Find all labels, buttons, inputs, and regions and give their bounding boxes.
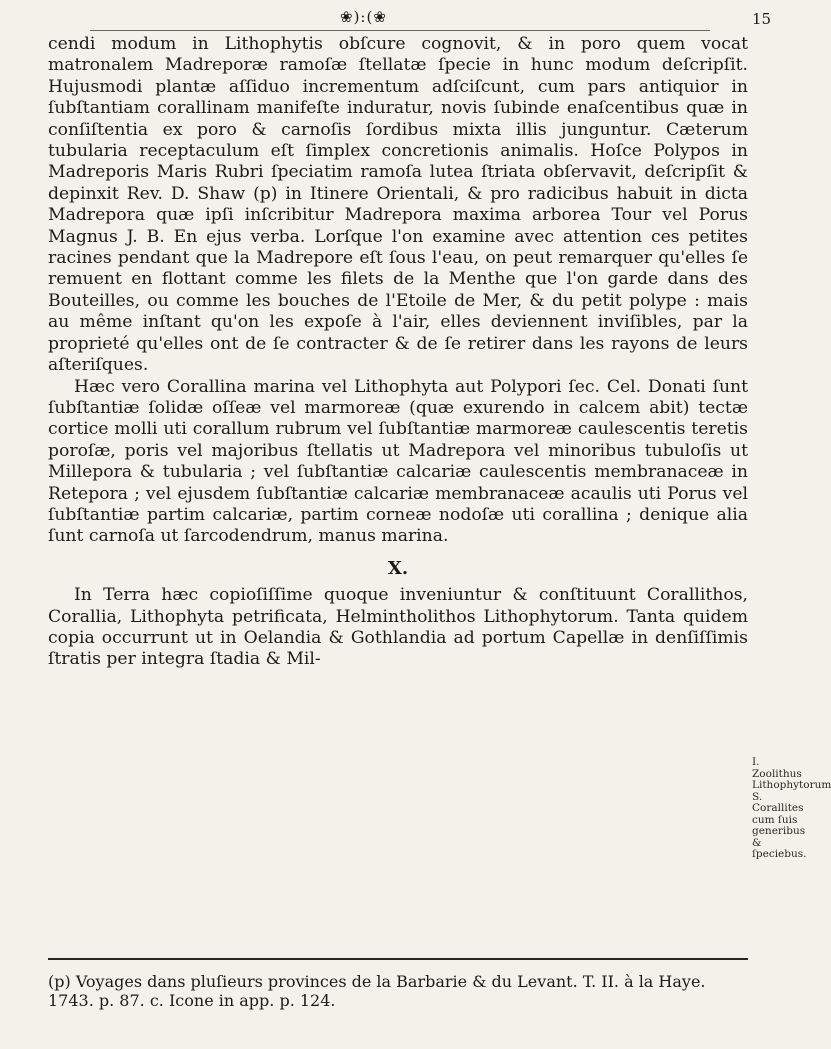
paragraph: In Terra hæc copioſiſſime quoque inveniuntur & conſtituunt Corallithos, Corallia, Lithophyta petrificata, Helmintholithos Lithophytorum. Tanta quidem copia occurrunt ut in Oelandia & Gothlandia ad portum Capellæ in denſiſſimis ſtratis per integra ſtadia & Mil-: [48, 585, 748, 670]
section-number: X.: [387, 557, 409, 579]
ornament-icon: ❀):(❀: [340, 8, 387, 26]
footnote: [48, 972, 748, 1010]
marginal-note: I. Zoolithus Lithophytorum S. Corallites cum ſuis generibus & ſpeciebus.: [752, 756, 831, 860]
main-text: [48, 34, 748, 671]
running-head: [0, 8, 801, 30]
footnote-text: (p) Voyages dans pluſieurs provinces de la Barbarie & du Levant. T. II. à la Haye. 1743. p. 87. c. Icone in app. p. 124.: [48, 972, 706, 1010]
footnote-rule: [48, 958, 748, 960]
paragraph: Hæc vero Corallina marina vel Lithophyta aut Polypori ſec. Cel. Donati ſunt ſubſtantiæ ſolidæ oſſeæ vel marmoreæ (quæ exurendo in calcem abit) tectæ cortice molli uti corallum rubrum vel ſubſtantiæ marmoreæ caulescentis teretis poroſæ, poris vel majoribus ſtellatis ut Madrepora vel minoribus tubuloſis ut Millepora & tubularia ; vel ſubſtantiæ calcariæ caulescentis membranaceæ in Retepora ; vel ejusdem ſubſtantiæ calcariæ membranaceæ acaulis uti Porus vel ſubſtantiæ partim calcariæ, partim corneæ nodoſæ uti corallina ; denique alia ſunt carnoſa ut ſarcodendrum, manus marina.: [48, 376, 748, 547]
paragraph: cendi modum in Lithophytis obſcure cognovit, & in poro quem vocat matronalem Madreporæ ramoſæ ſtellatæ ſpecie in hunc modum deſcripſit. Hujusmodi plantæ aſſiduo incrementum adſciſcunt, cum pars antiquior in ſubſtantiam corallinam manifeſte induratur, novis ſubinde enaſcentibus quæ in conſiſtentia ex poro & carnoſis ſordibus mixta illis junguntur. Cæterum tubularia receptaculum eſt ſimplex concretionis animalis. Hoſce Polypos in Madreporis Maris Rubri ſpeciatim ramoſa lutea ſtriata obſervavit, deſcripſit & depinxit Rev. D. Shaw (p) in Itinere Orientali, & pro radicibus habuit in dicta Madrepora quæ ipſi inſcribitur Madrepora maxima arborea Tour vel Porus Magnus J. B. En ejus verba. Lorſque l'on examine avec attention ces petites racines pendant que la Madrepore eſt ſous l'eau, on peut remarquer qu'elles ſe remuent en flottant comme les filets de la Menthe que l'on garde dans des Bouteilles, ou comme les bouches de l'Etoile de Mer, & du petit polype : mais au même inſtant qu'on les expoſe à l'air, elles deviennent inviſibles, par la proprieté qu'elles ont de ſe contracter & de ſe retirer dans les rayons de leurs aſteriſques.: [48, 34, 748, 376]
page-number: 15: [752, 10, 772, 28]
header-rule: [90, 30, 710, 31]
